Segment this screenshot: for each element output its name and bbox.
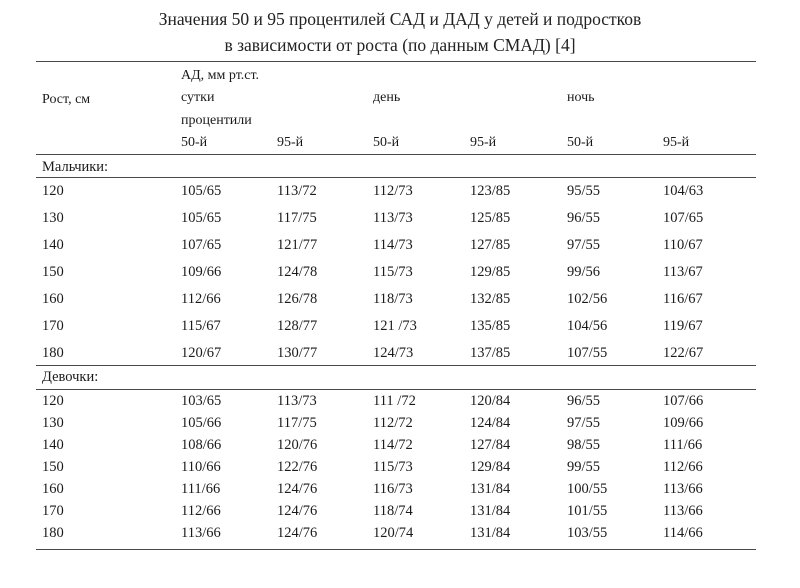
cell-p50-24h: 109/66 xyxy=(181,264,222,280)
cell-p95-24h: 126/78 xyxy=(277,291,318,307)
cell-p50-day: 114/73 xyxy=(373,237,413,253)
cell-p95-night: 107/65 xyxy=(663,210,704,226)
cell-p50-night: 104/56 xyxy=(567,318,608,334)
cell-p95-night: 113/66 xyxy=(663,481,703,497)
cell-p95-24h: 113/73 xyxy=(277,393,317,409)
cell-p50-night: 101/55 xyxy=(567,503,608,519)
cell-p50-day: 118/74 xyxy=(373,503,413,519)
cell-height: 170 xyxy=(42,503,64,519)
cell-p50-night: 102/56 xyxy=(567,291,608,307)
p50-header-night: 50-й xyxy=(567,135,594,150)
cell-p50-day: 113/73 xyxy=(373,210,413,226)
height-column-header: Рост, см xyxy=(42,92,91,107)
cell-p95-night: 119/67 xyxy=(663,318,703,334)
cell-p95-day: 127/85 xyxy=(470,237,511,253)
day24-header: сутки xyxy=(181,90,215,105)
cell-p95-night: 110/67 xyxy=(663,237,703,253)
cell-p95-24h: 124/76 xyxy=(277,481,318,497)
cell-p50-day: 112/73 xyxy=(373,183,413,199)
cell-p50-night: 98/55 xyxy=(567,437,601,453)
p50-header-24h: 50-й xyxy=(181,135,208,150)
cell-height: 160 xyxy=(42,481,64,497)
group-label-boys: Мальчики: xyxy=(42,159,109,175)
cell-p95-day: 125/85 xyxy=(470,210,511,226)
top-rule xyxy=(36,61,756,62)
cell-p95-day: 131/84 xyxy=(470,503,511,519)
cell-height: 150 xyxy=(42,459,64,475)
cell-p50-24h: 105/65 xyxy=(181,183,222,199)
cell-p95-day: 132/85 xyxy=(470,291,511,307)
bp-header: АД, мм рт.ст. xyxy=(181,68,260,83)
cell-p95-night: 104/63 xyxy=(663,183,704,199)
cell-p50-24h: 110/66 xyxy=(181,459,221,475)
cell-height: 160 xyxy=(42,291,64,307)
cell-p50-day: 112/72 xyxy=(373,415,413,431)
section-rule xyxy=(36,365,756,366)
cell-height: 140 xyxy=(42,437,64,453)
p95-header-24h: 95-й xyxy=(277,135,304,150)
percentiles-header: процентили xyxy=(181,113,252,128)
cell-height: 170 xyxy=(42,318,64,334)
p95-header-night: 95-й xyxy=(663,135,690,150)
cell-p95-night: 113/66 xyxy=(663,503,703,519)
group-rule-girls xyxy=(36,389,756,390)
cell-p50-day: 116/73 xyxy=(373,481,413,497)
cell-p95-night: 112/66 xyxy=(663,459,703,475)
cell-p95-24h: 128/77 xyxy=(277,318,318,334)
cell-p50-24h: 105/66 xyxy=(181,415,222,431)
cell-p95-day: 135/85 xyxy=(470,318,511,334)
header-rule xyxy=(36,154,756,155)
cell-p95-24h: 130/77 xyxy=(277,345,318,361)
cell-p95-24h: 124/76 xyxy=(277,525,318,541)
cell-p95-24h: 120/76 xyxy=(277,437,318,453)
cell-p50-24h: 111/66 xyxy=(181,481,221,497)
cell-p50-24h: 103/65 xyxy=(181,393,222,409)
cell-p95-night: 107/66 xyxy=(663,393,704,409)
cell-p50-24h: 120/67 xyxy=(181,345,222,361)
cell-p50-night: 99/56 xyxy=(567,264,601,280)
bottom-rule xyxy=(36,549,756,550)
cell-p95-24h: 122/76 xyxy=(277,459,318,475)
cell-height: 180 xyxy=(42,345,64,361)
cell-p50-night: 97/55 xyxy=(567,415,601,431)
table-title xyxy=(0,6,800,58)
cell-p95-night: 122/67 xyxy=(663,345,704,361)
cell-p50-24h: 112/66 xyxy=(181,503,221,519)
cell-p50-day: 124/73 xyxy=(373,345,414,361)
cell-p50-24h: 107/65 xyxy=(181,237,222,253)
cell-p95-day: 120/84 xyxy=(470,393,511,409)
cell-p50-night: 97/55 xyxy=(567,237,601,253)
cell-p95-night: 111/66 xyxy=(663,437,703,453)
cell-p50-day: 114/72 xyxy=(373,437,413,453)
cell-p95-24h: 124/78 xyxy=(277,264,318,280)
cell-height: 130 xyxy=(42,415,64,431)
cell-p95-24h: 121/77 xyxy=(277,237,318,253)
cell-height: 130 xyxy=(42,210,64,226)
cell-p50-night: 103/55 xyxy=(567,525,608,541)
cell-p95-night: 116/67 xyxy=(663,291,703,307)
cell-height: 140 xyxy=(42,237,64,253)
cell-p95-day: 123/85 xyxy=(470,183,511,199)
cell-p95-day: 131/84 xyxy=(470,481,511,497)
cell-p95-24h: 124/76 xyxy=(277,503,318,519)
cell-p50-night: 96/55 xyxy=(567,210,601,226)
cell-p50-24h: 115/67 xyxy=(181,318,221,334)
cell-p95-night: 109/66 xyxy=(663,415,704,431)
cell-p50-day: 115/73 xyxy=(373,264,413,280)
cell-p95-24h: 113/72 xyxy=(277,183,317,199)
cell-p95-day: 127/84 xyxy=(470,437,511,453)
title-line-2: в зависимости от роста (по данным СМАД) [4] xyxy=(224,35,576,55)
cell-p95-24h: 117/75 xyxy=(277,210,317,226)
p50-header-day: 50-й xyxy=(373,135,400,150)
cell-p50-day: 111 /72 xyxy=(373,393,416,409)
day-header: день xyxy=(373,90,401,105)
cell-p95-night: 114/66 xyxy=(663,525,703,541)
cell-p95-day: 129/85 xyxy=(470,264,511,280)
night-header: ночь xyxy=(567,90,595,105)
cell-p50-24h: 113/66 xyxy=(181,525,221,541)
cell-height: 120 xyxy=(42,393,64,409)
cell-p50-night: 99/55 xyxy=(567,459,601,475)
cell-p50-24h: 105/65 xyxy=(181,210,222,226)
cell-p50-24h: 112/66 xyxy=(181,291,221,307)
cell-p95-day: 129/84 xyxy=(470,459,511,475)
cell-p50-night: 95/55 xyxy=(567,183,601,199)
cell-height: 180 xyxy=(42,525,64,541)
cell-p50-day: 115/73 xyxy=(373,459,413,475)
cell-p95-24h: 117/75 xyxy=(277,415,317,431)
cell-p50-night: 100/55 xyxy=(567,481,608,497)
cell-p95-day: 124/84 xyxy=(470,415,511,431)
cell-p50-day: 118/73 xyxy=(373,291,413,307)
group-rule-boys xyxy=(36,177,756,178)
cell-p50-night: 96/55 xyxy=(567,393,601,409)
cell-p50-day: 120/74 xyxy=(373,525,414,541)
cell-p50-day: 121 /73 xyxy=(373,318,417,334)
cell-p95-day: 131/84 xyxy=(470,525,511,541)
title-line-1: Значения 50 и 95 процентилей САД и ДАД у детей и подростков xyxy=(158,9,642,29)
cell-p95-day: 137/85 xyxy=(470,345,511,361)
cell-height: 150 xyxy=(42,264,64,280)
cell-height: 120 xyxy=(42,183,64,199)
group-label-girls: Девочки: xyxy=(42,369,99,385)
cell-p50-night: 107/55 xyxy=(567,345,608,361)
cell-p50-24h: 108/66 xyxy=(181,437,222,453)
cell-p95-night: 113/67 xyxy=(663,264,703,280)
p95-header-day: 95-й xyxy=(470,135,497,150)
